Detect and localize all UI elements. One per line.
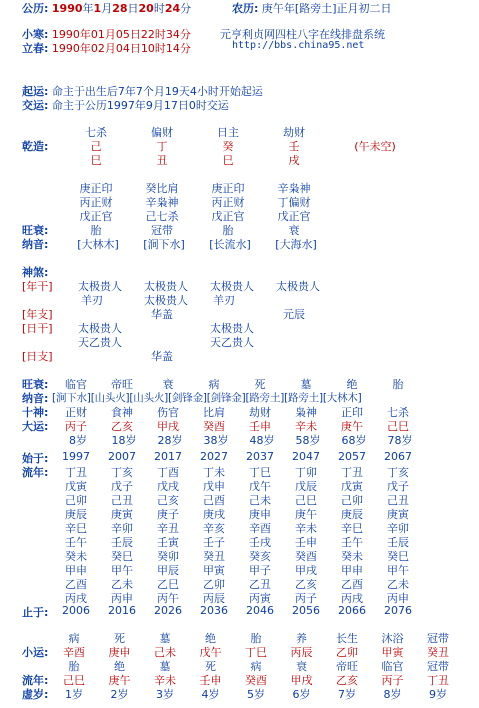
shensha-item: 天乙贵人 (210, 336, 254, 349)
dayun-shishen-row (60, 404, 479, 418)
qianzao-tiangan: 癸 (222, 140, 234, 153)
liunian-cell: 乙亥 (295, 578, 317, 591)
canggan: 戊正官 (79, 210, 113, 223)
liunian-cell: 辛未 (295, 522, 317, 535)
dayun-nayin-line: [涧下水][山头火][山头火][剑锋金][剑锋金][路旁土][路旁土][大林木] (52, 392, 362, 404)
qianzao-shishen-row (60, 124, 470, 138)
nianzhi-label: [年支] (22, 308, 53, 321)
end-year: 2016 (108, 604, 136, 617)
shensha-item: 太极贵人 (78, 322, 122, 335)
xiaoyun-liunian-row (60, 672, 479, 686)
lichun-label: 立春: (22, 42, 49, 55)
liunian-cell: 丙申 (111, 592, 133, 605)
dayun-item: 癸酉 (203, 420, 225, 433)
start-year: 2027 (200, 450, 228, 463)
dayun-nayin-label: 纳音: (22, 392, 49, 405)
dayun-age: 28岁 (157, 434, 183, 447)
nayin: [长流水] (209, 238, 251, 251)
liunian-cell: 壬子 (203, 536, 225, 549)
niangan-row-2 (60, 292, 470, 306)
xiaoyun-top-item: 长生 (336, 632, 358, 645)
rigan-row-1 (60, 320, 470, 334)
liunian-cell: 甲午 (387, 564, 409, 577)
rigan-row-2 (60, 334, 470, 348)
xiaoyun-top-item: 绝 (205, 632, 216, 645)
canggan: 辛枭神 (145, 196, 179, 209)
shensha-item: 华盖 (151, 350, 173, 363)
qiyun-value: 命主于出生后7年7个月19天4小时开始起运 (51, 85, 263, 98)
canggan: 丙正财 (211, 196, 245, 209)
liunian-cell: 庚辰 (341, 508, 363, 521)
xiaoyun-item: 丙辰 (290, 646, 313, 659)
liunian-cell: 辛巳 (341, 522, 363, 535)
xiaoyun-top-item: 墓 (159, 632, 171, 645)
xiaoyun-liunian-item: 丁丑 (427, 674, 449, 687)
xiaoyun-top-item: 冠带 (427, 632, 449, 645)
dayun-wangshuai: 死 (254, 378, 266, 391)
start-label: 始于: (22, 452, 49, 465)
canggan-row-2 (60, 194, 470, 208)
liunian-cell: 庚戌 (203, 508, 225, 521)
xiaoyun-liunian-label: 流年: (22, 674, 49, 687)
liunian-cell: 壬午 (65, 536, 87, 549)
shensha-item: 华盖 (151, 308, 173, 321)
rigan-label: [日干] (22, 322, 53, 335)
xiaoyun-bottom-item: 绝 (114, 660, 125, 673)
liunian-cell: 戊午 (249, 480, 271, 493)
canggan: 戊正官 (277, 210, 311, 223)
dayun-shishen: 比肩 (203, 406, 225, 419)
liunian-cell: 癸未 (341, 550, 363, 563)
canggan: 丁偏财 (277, 196, 311, 209)
shensha-label: 神煞: (22, 266, 49, 279)
liunian-cell: 乙巳 (157, 578, 179, 591)
site-url-link[interactable]: http://bbs.china95.net (232, 40, 365, 51)
gong-fen: 分 (180, 2, 192, 15)
xiaoyun-item: 乙卯 (336, 646, 358, 659)
qianzao-shishen: 偏财 (151, 126, 173, 139)
liunian-cell: 丙戌 (341, 592, 363, 605)
qianzao-shishen: 劫财 (283, 126, 305, 139)
dayun-wangshuai: 病 (208, 378, 220, 391)
liunian-cell: 丁未 (203, 466, 225, 479)
xiaoyun-item: 己未 (154, 646, 176, 659)
xiaoyun-bottom-row (60, 658, 479, 672)
liunian-cell: 己卯 (341, 494, 363, 507)
gong-li-line (22, 0, 191, 16)
liunian-cell: 辛亥 (203, 522, 225, 535)
end-year: 2066 (338, 604, 366, 617)
liunian-cell: 甲戌 (295, 564, 317, 577)
canggan-row-3 (60, 208, 470, 222)
xiaoyun-liunian-item: 壬申 (199, 674, 222, 687)
start-year: 2037 (246, 450, 274, 463)
liunian-cell: 丁酉 (157, 466, 179, 479)
qianzao-tiangan: 己 (90, 140, 102, 153)
xiaoyun-liunian-item: 甲戌 (290, 674, 313, 687)
end-year: 2056 (292, 604, 320, 617)
dayun-age: 18岁 (111, 434, 137, 447)
liunian-cell: 庚申 (249, 508, 271, 521)
start-year: 2057 (338, 450, 366, 463)
start-year: 2067 (384, 450, 412, 463)
xiaoyun-liunian-item: 癸酉 (245, 674, 267, 687)
dayun-ages-row (60, 432, 479, 446)
liunian-cell: 己巳 (295, 494, 317, 507)
nayin: [大海水] (275, 238, 317, 251)
dayun-shishen: 枭神 (295, 406, 317, 419)
wangshuai: 胎 (90, 224, 102, 237)
lichun-line (22, 40, 191, 56)
end-year: 2026 (154, 604, 182, 617)
nong-label: 农历: (232, 2, 259, 15)
end-year: 2036 (200, 604, 228, 617)
liunian-cell: 辛卯 (387, 522, 409, 535)
qianzao-tiangan: 丁 (156, 140, 168, 153)
nong-value: 庚午年[路旁土]正月初二日 (261, 2, 392, 15)
liunian-cell: 戊申 (203, 480, 225, 493)
canggan-row-1 (60, 180, 470, 194)
nayin: [涧下水] (143, 238, 185, 251)
dayun-age: 78岁 (387, 434, 413, 447)
qianzao-label: 乾造: (22, 140, 49, 153)
dayun-item: 丙子 (65, 420, 87, 433)
xusui-item: 6岁 (292, 688, 311, 701)
qianzao-dizhi-row (60, 152, 470, 166)
liunian-cell: 乙未 (111, 578, 133, 591)
xiaoyun-liunian-item: 己巳 (63, 674, 85, 687)
shensha-item: 太极贵人 (276, 280, 320, 293)
dayun-wangshuai: 绝 (346, 378, 358, 391)
liunian-cell: 丁亥 (111, 466, 133, 479)
start-year: 2017 (154, 450, 182, 463)
shensha-item: 太极贵人 (210, 322, 254, 335)
liunian-cell: 壬寅 (157, 536, 179, 549)
start-year: 1997 (62, 450, 90, 463)
xiaoyun-item: 戊午 (199, 646, 222, 659)
xiaoyun-top-item: 病 (68, 632, 80, 645)
liunian-cell: 庚寅 (387, 508, 409, 521)
xiaoyun-bottom-item: 帝旺 (336, 660, 358, 673)
rizhi-row (60, 348, 470, 362)
gong-nian: 年 (82, 2, 94, 15)
xusui-row (60, 686, 479, 700)
dayun-wangshuai: 帝旺 (111, 378, 133, 391)
xiaoyun-top-row (60, 630, 479, 644)
jiaoyun-value: 命主于公历1997年9月17日0时交运 (51, 99, 229, 112)
liunian-cell: 癸卯 (157, 550, 179, 563)
gong-day: 28 (112, 2, 128, 15)
niangan-label: [年干] (22, 280, 53, 293)
liunian-cell: 乙未 (387, 578, 409, 591)
liunian-cell: 甲申 (65, 564, 87, 577)
liunian-cell: 戊寅 (341, 480, 363, 493)
liunian-cell: 甲午 (111, 564, 133, 577)
shensha-item: 太极贵人 (210, 280, 254, 293)
niangan-row-1 (60, 278, 470, 292)
wangshuai-label: 旺衰: (22, 224, 49, 237)
liunian-cell: 戊辰 (295, 480, 317, 493)
dayun-shishen: 正财 (65, 406, 87, 419)
liunian-cell: 癸未 (65, 550, 87, 563)
canggan: 戊正官 (211, 210, 245, 223)
xusui-item: 3岁 (156, 688, 174, 701)
gong-year: 1990 (51, 2, 83, 15)
liunian-cell: 甲子 (249, 564, 271, 577)
dayun-item: 辛未 (295, 420, 317, 433)
canggan: 庚正印 (79, 182, 113, 195)
start-year: 2007 (108, 450, 136, 463)
liunian-cell: 甲申 (341, 564, 363, 577)
dayun-shishen: 七杀 (387, 406, 409, 419)
canggan: 癸比肩 (145, 182, 179, 195)
dayun-item: 乙亥 (111, 420, 133, 433)
liunian-cell: 辛酉 (249, 522, 271, 535)
liunian-cell: 乙卯 (203, 578, 225, 591)
qianzao-dizhi: 戌 (288, 154, 300, 167)
liunian-cell: 癸巳 (111, 550, 133, 563)
liunian-cell: 壬戌 (249, 536, 271, 549)
xiaoyun-bottom-item: 病 (250, 660, 262, 673)
xiaoyun-top-item: 胎 (250, 632, 262, 645)
dayun-wangshuai: 衰 (162, 378, 174, 391)
xiaoyun-label: 小运: (22, 646, 49, 659)
liunian-cell: 乙酉 (341, 578, 363, 591)
jiaoyun-line (22, 97, 229, 113)
xiaoyun-liunian-item: 丙子 (381, 674, 404, 687)
liunian-cell: 甲寅 (203, 564, 225, 577)
xiaoyun-values-row (60, 644, 479, 658)
liunian-cell: 丙戌 (65, 592, 87, 605)
xiaoyun-liunian-item: 辛未 (154, 674, 176, 687)
liunian-cell: 乙丑 (249, 578, 271, 591)
wangshuai: 冠带 (151, 224, 173, 237)
xiaoyun-bottom-item: 墓 (159, 660, 171, 673)
xiaoyun-item: 丁巳 (245, 646, 267, 659)
liunian-cell: 壬辰 (387, 536, 409, 549)
xiaoyun-item: 庚申 (108, 646, 131, 659)
liunian-cell: 丙辰 (203, 592, 225, 605)
shensha-item: 元辰 (283, 308, 305, 321)
canggan: 辛枭神 (277, 182, 311, 195)
qianzao-tiangan-row (60, 138, 470, 152)
liunian-cell: 丙午 (157, 592, 179, 605)
xusui-item: 8岁 (383, 688, 402, 701)
dayun-item: 甲戌 (157, 420, 179, 433)
liunian-cell: 丁丑 (65, 466, 87, 479)
dayun-age: 68岁 (341, 434, 367, 447)
dayun-age: 48岁 (249, 434, 275, 447)
gong-shi: 时 (153, 2, 165, 15)
xiaoyun-bottom-item: 临官 (381, 660, 404, 673)
end-year: 2006 (62, 604, 90, 617)
wangshuai: 胎 (222, 224, 234, 237)
xiaoyun-bottom-item: 死 (205, 660, 216, 673)
dayun-shishen: 伤官 (157, 406, 179, 419)
dayun-age: 58岁 (295, 434, 321, 447)
shensha-item: 太极贵人 (144, 294, 188, 307)
liunian-cell: 己丑 (387, 494, 409, 507)
lichun-value: 1990年02月04日10时14分 (51, 42, 191, 55)
shensha-item: 太极贵人 (144, 280, 188, 293)
xiaoyun-top-item: 死 (114, 632, 125, 645)
dayun-age: 38岁 (203, 434, 229, 447)
xiaoyun-bottom-item: 冠带 (427, 660, 449, 673)
liunian-cell: 癸丑 (203, 550, 225, 563)
qianzao-dizhi: 丑 (156, 154, 168, 167)
liunian-cell: 丁亥 (387, 466, 409, 479)
xiaoyun-item: 甲寅 (381, 646, 404, 659)
xusui-item: 4岁 (201, 688, 220, 701)
liunian-cell: 癸酉 (295, 550, 317, 563)
canggan: 丙正财 (79, 196, 113, 209)
liunian-cell: 戊戌 (157, 480, 179, 493)
liunian-cell: 丁丑 (341, 466, 363, 479)
liunian-cell: 丙寅 (249, 592, 271, 605)
liunian-cell: 庚辰 (65, 508, 87, 521)
start-year: 2047 (292, 450, 320, 463)
liunian-cell: 壬午 (341, 536, 363, 549)
liunian-cell: 戊子 (111, 480, 133, 493)
jiaoyun-label: 交运: (22, 99, 49, 112)
qianzao-dizhi: 巳 (90, 154, 102, 167)
dayun-shishen: 劫财 (249, 406, 271, 419)
shensha-item: 太极贵人 (78, 280, 122, 293)
dayun-shishen: 正印 (341, 406, 363, 419)
xiaohan-label: 小寒: (22, 28, 49, 41)
xusui-item: 1岁 (65, 688, 83, 701)
nayin: [大林木] (77, 238, 119, 251)
xusui-item: 7岁 (338, 688, 356, 701)
liunian-cell: 己未 (249, 494, 271, 507)
xiaohan-value: 1990年01月05日22时34分 (51, 28, 191, 41)
liunian-label: 流年: (22, 466, 49, 479)
dayun-item: 壬申 (249, 420, 271, 433)
dayun-wangshuai-label: 旺衰: (22, 378, 49, 391)
dayun-label: 大运: (22, 420, 49, 433)
dayun-item: 庚午 (341, 420, 363, 433)
qianzao-dizhi: 巳 (222, 154, 234, 167)
qianzao-shishen: 七杀 (85, 126, 107, 139)
gong-min: 24 (164, 2, 181, 15)
liunian-cell: 丙申 (387, 592, 409, 605)
liunian-cell: 庚寅 (111, 508, 133, 521)
nayin-label: 纳音: (22, 238, 49, 251)
wangshuai: 衰 (288, 224, 300, 237)
liunian-cell: 辛巳 (65, 522, 87, 535)
liunian-cell: 壬申 (295, 536, 317, 549)
liunian-cell: 丁巳 (249, 466, 271, 479)
qianzao-tiangan: 壬 (288, 140, 300, 153)
dayun-shishen-label: 十神: (22, 406, 49, 419)
dayun-wangshuai: 临官 (65, 378, 87, 391)
rizhi-label: [日支] (22, 350, 53, 363)
end-year: 2046 (246, 604, 274, 617)
canggan: 己七杀 (145, 210, 179, 223)
nayin-row (60, 236, 470, 250)
end-label: 止于: (22, 606, 49, 619)
liunian-cell: 庚子 (157, 508, 179, 521)
wangshuai-row (60, 222, 470, 236)
dayun-wangshuai: 胎 (392, 378, 404, 391)
liunian-grid (60, 464, 479, 604)
kongwang: (午未空) (354, 140, 396, 153)
shensha-item: 羊刃 (213, 294, 235, 307)
xusui-item: 5岁 (247, 688, 265, 701)
liunian-cell: 甲辰 (157, 564, 179, 577)
liunian-cell: 辛丑 (157, 522, 179, 535)
liunian-cell: 戊子 (387, 480, 409, 493)
nianzhi-row (60, 306, 470, 320)
qiyun-label: 起运: (22, 85, 49, 98)
end-year: 2076 (384, 604, 412, 617)
dayun-row (60, 418, 479, 432)
xiaoyun-bottom-item: 衰 (296, 660, 307, 673)
liunian-cell: 己卯 (65, 494, 87, 507)
liunian-cell: 癸亥 (249, 550, 271, 563)
dayun-wangshuai-row (60, 376, 479, 390)
xusui-item: 2岁 (110, 688, 129, 701)
start-years-row (60, 450, 479, 464)
dayun-item: 己巳 (387, 420, 409, 433)
liunian-cell: 己亥 (157, 494, 179, 507)
liunian-cell: 癸巳 (387, 550, 409, 563)
xiaoyun-top-item: 沐浴 (381, 632, 404, 645)
xiaoyun-item: 癸丑 (427, 646, 449, 659)
liunian-cell: 庚午 (295, 508, 317, 521)
gong-hour: 20 (138, 2, 154, 15)
end-years-row (60, 604, 479, 618)
liunian-cell: 戊寅 (65, 480, 87, 493)
xiaoyun-top-item: 养 (296, 632, 307, 645)
liunian-cell: 丁卯 (295, 466, 317, 479)
xiaoyun-bottom-item: 胎 (68, 660, 80, 673)
liunian-cell: 壬辰 (111, 536, 133, 549)
shensha-item: 羊刃 (81, 294, 103, 307)
liunian-cell: 己丑 (111, 494, 133, 507)
shensha-item: 天乙贵人 (78, 336, 122, 349)
liunian-cell: 丙子 (295, 592, 317, 605)
xiaoyun-liunian-item: 乙亥 (336, 674, 358, 687)
dayun-age: 8岁 (69, 434, 87, 447)
gong-month: 1 (93, 2, 102, 15)
site-name: 元亨利贞网四柱八字在线排盘系统 (220, 28, 385, 41)
xusui-item: 9岁 (429, 688, 447, 701)
dayun-wangshuai: 墓 (300, 378, 312, 391)
liunian-cell: 乙酉 (65, 578, 87, 591)
qianzao-shishen: 日主 (217, 126, 239, 139)
xiaoyun-item: 辛酉 (63, 646, 85, 659)
gong-ri: 日 (127, 2, 139, 15)
gong-yue: 月 (101, 2, 113, 15)
xiaoyun-liunian-item: 庚午 (108, 674, 131, 687)
dayun-shishen: 食神 (111, 406, 133, 419)
nong-li-line (232, 0, 392, 16)
canggan: 庚正印 (211, 182, 245, 195)
liunian-cell: 己酉 (203, 494, 225, 507)
xusui-label: 虚岁: (22, 688, 49, 701)
liunian-cell: 辛卯 (111, 522, 133, 535)
gong-label: 公历: (22, 2, 49, 15)
